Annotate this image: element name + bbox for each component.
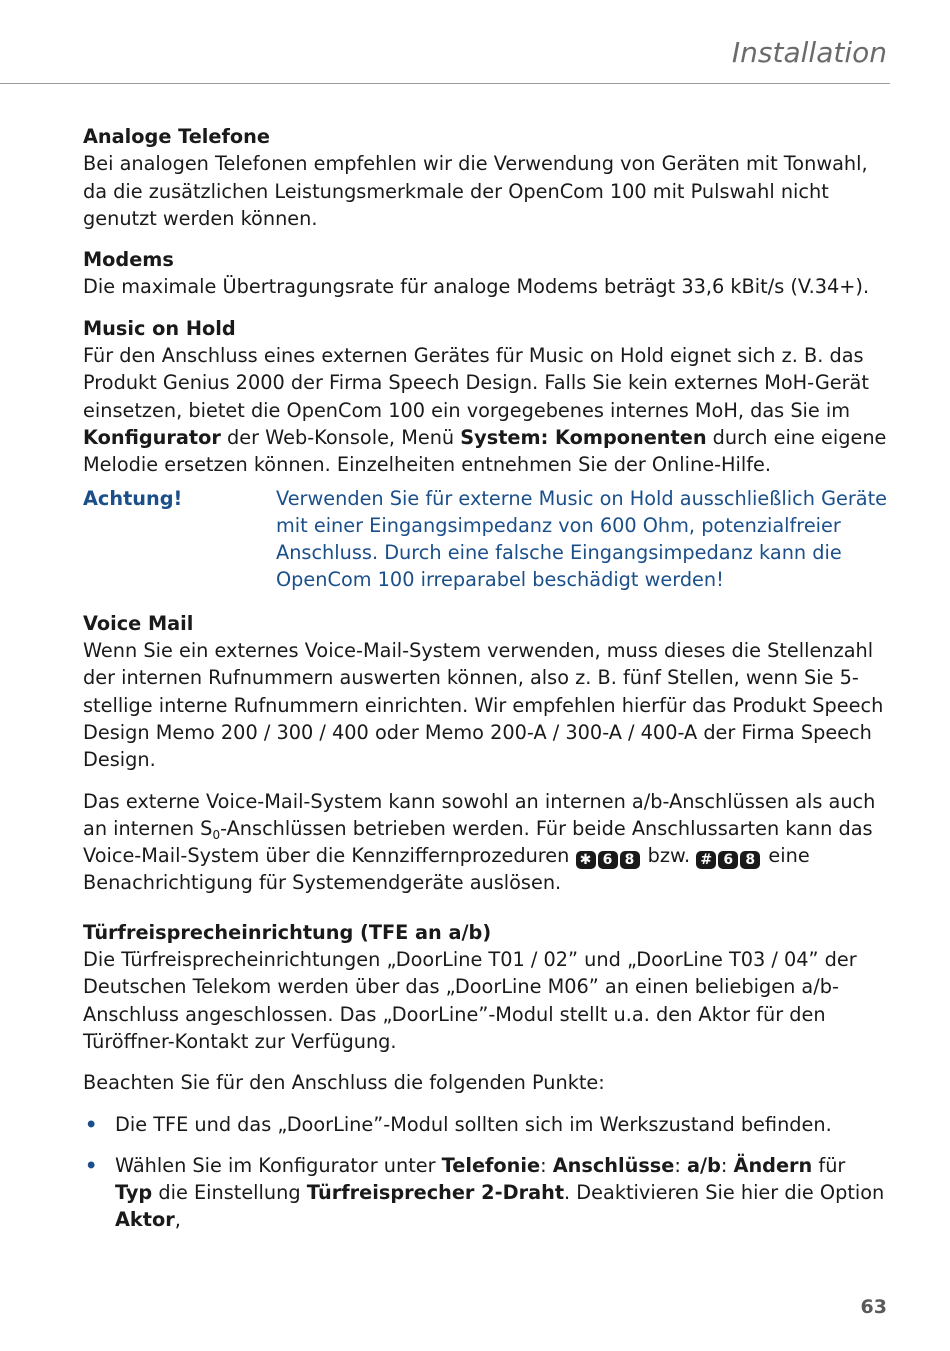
bullet-text-2 xyxy=(115,1154,884,1232)
section-tfe-2 xyxy=(83,1069,888,1096)
vm-text-b: -Anschlüssen betrieben werden. Für beide Anschlussarten kann das Voice-Mail-System über die Kennziffernprozeduren xyxy=(83,816,873,868)
b2-sep-1: : xyxy=(540,1153,553,1177)
paragraph-moh xyxy=(83,342,888,478)
digit-6-key-icon: 6 xyxy=(718,851,738,869)
paragraph-tfe-2: Beachten Sie für den Anschluss die folgenden Punkte: xyxy=(83,1071,605,1095)
digit-8-key-icon: 8 xyxy=(740,851,760,869)
key-sequence-star-68 xyxy=(576,844,642,867)
b2-text-2: für xyxy=(812,1153,846,1177)
b2-text-4: . Deaktivieren Sie hier die Option xyxy=(564,1181,885,1205)
bullet-icon: • xyxy=(85,1153,98,1177)
vm-text-c: bzw. xyxy=(641,844,697,868)
running-header: Installation xyxy=(731,36,887,69)
section-moh xyxy=(83,315,888,479)
warning-label: Achtung! xyxy=(83,486,183,510)
paragraph-analog: Bei analogen Telefonen empfehlen wir die Verwendung von Geräten mit Tonwahl, da die zusätzlichen Leistungsmerkmale der OpenCom 100 mit Pulswahl nicht genutzt werden können. xyxy=(83,152,868,230)
heading-modems: Modems xyxy=(83,248,174,272)
paragraph-tfe-1: Die Türfreisprecheinrichtungen „DoorLine T01 / 02” und „DoorLine T03 / 04” der Deutschen Telekom werden über das „DoorLine M06” an einen beliebigen a/b-Anschluss angeschlossen. Das „DoorLine”-Modul stellt u.a. den Aktor für den Türöffner-Kontakt zur Verfügung. xyxy=(83,948,857,1053)
paragraph-voicemail-2 xyxy=(83,788,888,897)
section-modems xyxy=(83,246,888,301)
vm-text-d: eine Benachrichtigung für Systemendgeräte auslösen. xyxy=(83,844,810,895)
moh-text-2: der Web-Konsole, Menü xyxy=(220,425,461,449)
moh-text-3: durch eine eigene Melodie ersetzen können. Einzelheiten entnehmen Sie der Online-Hilfe. xyxy=(83,425,887,477)
bullet-text-1: Die TFE und das „DoorLine”-Modul sollten sich im Werkszustand befinden. xyxy=(115,1112,832,1136)
heading-voicemail: Voice Mail xyxy=(83,611,194,635)
heading-analog: Analoge Telefone xyxy=(83,125,270,148)
b2-bold-telefonie: Telefonie xyxy=(441,1153,541,1177)
b2-bold-aktor: Aktor xyxy=(115,1208,175,1232)
b2-bold-anschluesse: Anschlüsse xyxy=(552,1153,675,1177)
b2-bold-tuerfreisprecher: Türfreisprecher 2-Draht xyxy=(306,1181,565,1205)
moh-text-1: Für den Anschluss eines externen Gerätes für Music on Hold eignet sich z. B. das Produkt Genius 2000 der Firma Speech Design. Falls Sie kein externes MoH-Gerät einsetzen, bietet die OpenCom 100 ein vorgegebenes internes MoH, das Sie im xyxy=(83,344,869,422)
b2-text-3: die Einstellung xyxy=(152,1181,307,1205)
moh-bold-konfigurator: Konfigurator xyxy=(83,425,221,449)
b2-bold-ab: a/b xyxy=(687,1153,721,1177)
tfe-bullet-list xyxy=(83,1111,888,1234)
b2-sep-3: : xyxy=(720,1153,734,1177)
heading-moh: Music on Hold xyxy=(83,316,236,340)
b2-text-1: Wählen Sie im Konfigurator unter xyxy=(115,1153,442,1177)
paragraph-voicemail-1: Wenn Sie ein externes Voice-Mail-System verwenden, muss dieses die Stellenzahl der internen Rufnummern auswerten können, also z. B. fünf Stellen, wenn Sie 5-stellige interne Rufnummern einrichten. Wir empfehlen hierfür das Produkt Speech Design Memo 200 / 300 / 400 oder Memo 200-A / 300-A / 400-A der Firma Speech Design. xyxy=(83,639,884,772)
moh-bold-menu: System: Komponenten xyxy=(460,425,707,449)
warning-text: Verwenden Sie für externe Music on Hold ausschließlich Geräte mit einer Eingangsimpedanz von 600 Ohm, potenzialfreier Anschluss. Durch eine falsche Eingangsimpedanz kann die OpenCom 100 irreparabel beschädigt werden! xyxy=(276,486,888,592)
b2-text-5: , xyxy=(174,1208,181,1232)
key-sequence-hash-68 xyxy=(696,844,762,867)
b2-bold-aendern: Ändern xyxy=(733,1153,813,1177)
section-voicemail xyxy=(83,610,888,774)
b2-sep-2: : xyxy=(674,1153,688,1177)
heading-tfe: Türfreisprecheinrichtung (TFE an a/b) xyxy=(83,920,492,944)
vm-subscript: 0 xyxy=(212,827,221,842)
section-analog xyxy=(83,123,888,232)
digit-8-key-icon: 8 xyxy=(620,851,640,869)
digit-6-key-icon: 6 xyxy=(598,851,618,869)
list-item xyxy=(83,1152,888,1234)
star-key-icon: ✱ xyxy=(576,851,596,869)
section-voicemail-2 xyxy=(83,788,888,897)
vm-text-a: Das externe Voice-Mail-System kann sowohl an internen a/b-Anschlüssen als auch an internen S xyxy=(83,789,876,840)
hash-key-icon: # xyxy=(696,851,716,869)
section-tfe xyxy=(83,919,888,1055)
b2-bold-typ: Typ xyxy=(115,1181,153,1205)
header-rule xyxy=(0,83,890,84)
page-number: 63 xyxy=(860,1296,887,1318)
warning-box xyxy=(83,485,888,594)
bullet-icon: • xyxy=(85,1112,98,1136)
paragraph-modems: Die maximale Übertragungsrate für analoge Modems beträgt 33,6 kBit/s (V.34+). xyxy=(83,275,870,299)
list-item xyxy=(83,1111,888,1138)
page-content xyxy=(83,123,888,1248)
